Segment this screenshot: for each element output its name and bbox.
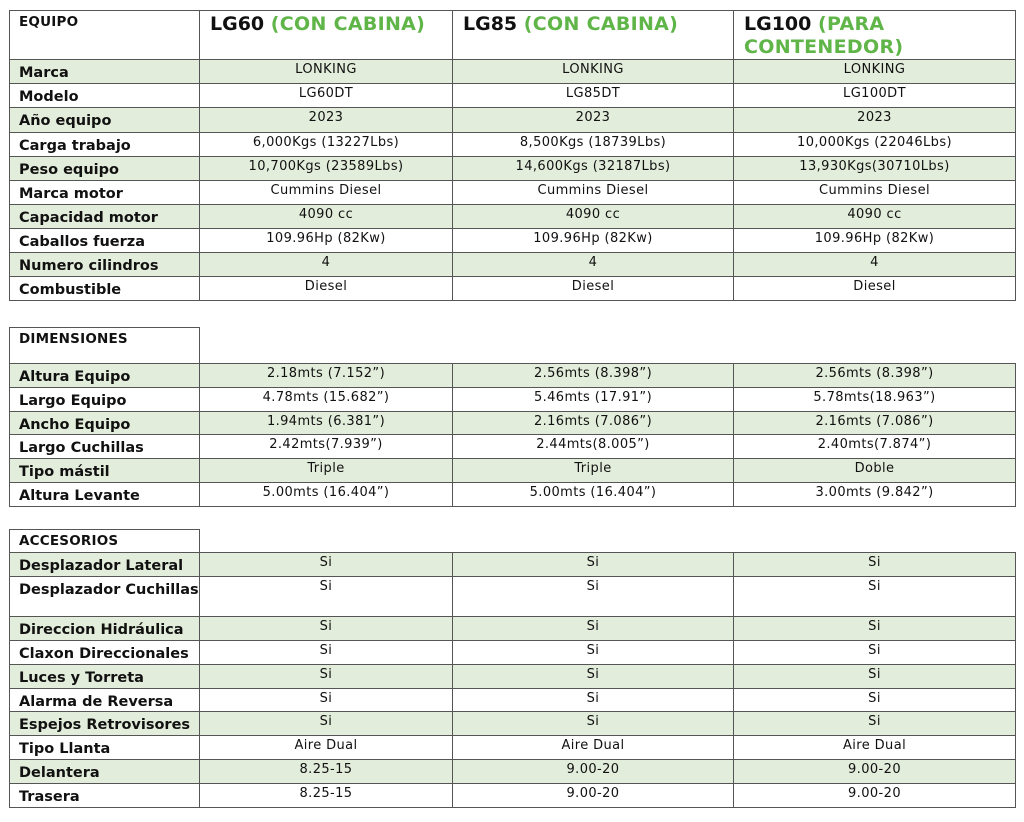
equipo-header: EQUIPO (10, 11, 200, 60)
table-row (10, 388, 1016, 412)
cell-value: Si (453, 577, 734, 617)
cell-value: 10,000Kgs (22046Lbs) (734, 133, 1016, 157)
cell-value: 2023 (453, 108, 734, 133)
cell-value: Si (453, 641, 734, 665)
cell-value: 3.00mts (9.842”) (734, 483, 1016, 507)
cell-value: 2.18mts (7.152”) (200, 364, 453, 388)
model-note: (PARA CONTENEDOR) (744, 13, 904, 58)
table-row (10, 277, 1016, 301)
row-label: Ancho Equipo (10, 412, 200, 435)
cell-value: 4090 cc (734, 205, 1016, 229)
cell-value: 8.25-15 (200, 760, 453, 784)
cell-value: 2.56mts (8.398”) (734, 364, 1016, 388)
cell-value: Doble (734, 459, 1016, 483)
cell-value: Si (200, 689, 453, 712)
dimensiones-body (10, 364, 1016, 507)
row-label: Largo Cuchillas (10, 435, 200, 459)
cell-value: 2.40mts(7.874”) (734, 435, 1016, 459)
dimensiones-header-row (10, 328, 1016, 364)
header-spacer (200, 328, 1016, 364)
cell-value: 9.00-20 (453, 784, 734, 808)
row-label: Largo Equipo (10, 388, 200, 412)
table-row (10, 736, 1016, 760)
cell-value: Si (734, 689, 1016, 712)
accesorios-body (10, 553, 1016, 808)
header-spacer (200, 530, 1016, 553)
row-label: Alarma de Reversa (10, 689, 200, 712)
model-name: LG60 (210, 13, 265, 35)
row-label: Año equipo (10, 108, 200, 133)
cell-value: 2023 (200, 108, 453, 133)
table-row (10, 435, 1016, 459)
model-header-lg85 (453, 11, 734, 60)
row-label: Marca motor (10, 181, 200, 205)
cell-value: 2023 (734, 108, 1016, 133)
cell-value: 5.00mts (16.404”) (200, 483, 453, 507)
equipo-table (9, 10, 1016, 301)
cell-value: Si (453, 617, 734, 641)
table-row (10, 665, 1016, 689)
cell-value: Si (734, 617, 1016, 641)
cell-value: 8,500Kgs (18739Lbs) (453, 133, 734, 157)
cell-value: LG100DT (734, 84, 1016, 108)
table-row (10, 553, 1016, 577)
cell-value: Aire Dual (200, 736, 453, 760)
row-label: Caballos fuerza (10, 229, 200, 253)
cell-value: Si (734, 641, 1016, 665)
cell-value: Cummins Diesel (734, 181, 1016, 205)
table-row (10, 641, 1016, 665)
cell-value: 4090 cc (453, 205, 734, 229)
cell-value: 9.00-20 (453, 760, 734, 784)
table-row (10, 760, 1016, 784)
cell-value: Triple (453, 459, 734, 483)
dimensiones-header: DIMENSIONES (10, 328, 200, 364)
cell-value: 5.78mts(18.963”) (734, 388, 1016, 412)
cell-value: Si (200, 665, 453, 689)
cell-value: Triple (200, 459, 453, 483)
row-label: Peso equipo (10, 157, 200, 181)
cell-value: Si (453, 553, 734, 577)
cell-value: Si (453, 712, 734, 736)
table-row (10, 229, 1016, 253)
accesorios-table (9, 529, 1016, 808)
cell-value: Si (734, 553, 1016, 577)
row-label: Espejos Retrovisores (10, 712, 200, 736)
equipo-body (10, 60, 1016, 301)
table-row (10, 617, 1016, 641)
table-row (10, 253, 1016, 277)
row-label: Carga trabajo (10, 133, 200, 157)
row-label: Altura Levante (10, 483, 200, 507)
cell-value: 5.46mts (17.91”) (453, 388, 734, 412)
table-row (10, 157, 1016, 181)
row-label: Capacidad motor (10, 205, 200, 229)
cell-value: Diesel (453, 277, 734, 301)
dimensiones-table (9, 327, 1016, 507)
accesorios-header-row (10, 530, 1016, 553)
cell-value: 4 (200, 253, 453, 277)
cell-value: 2.42mts(7.939”) (200, 435, 453, 459)
cell-value: 109.96Hp (82Kw) (453, 229, 734, 253)
cell-value: Aire Dual (453, 736, 734, 760)
cell-value: Si (734, 665, 1016, 689)
cell-value: LONKING (453, 60, 734, 84)
table-row (10, 689, 1016, 712)
cell-value: 10,700Kgs (23589Lbs) (200, 157, 453, 181)
accesorios-header: ACCESORIOS (10, 530, 200, 553)
cell-value: LONKING (734, 60, 1016, 84)
cell-value: 2.56mts (8.398”) (453, 364, 734, 388)
cell-value: 4090 cc (200, 205, 453, 229)
cell-value: 2.44mts(8.005”) (453, 435, 734, 459)
cell-value: 4 (453, 253, 734, 277)
cell-value: LG85DT (453, 84, 734, 108)
row-label: Delantera (10, 760, 200, 784)
cell-value: 4 (734, 253, 1016, 277)
cell-value: 9.00-20 (734, 784, 1016, 808)
cell-value: Si (200, 641, 453, 665)
row-label: Modelo (10, 84, 200, 108)
cell-value: Si (453, 665, 734, 689)
row-label: Claxon Direccionales (10, 641, 200, 665)
cell-value: 4.78mts (15.682”) (200, 388, 453, 412)
cell-value: Si (200, 712, 453, 736)
table-row (10, 133, 1016, 157)
table-row (10, 483, 1016, 507)
row-label: Altura Equipo (10, 364, 200, 388)
row-label: Direccion Hidráulica (10, 617, 200, 641)
model-header-lg100 (734, 11, 1016, 60)
table-row (10, 459, 1016, 483)
model-note: (CON CABINA) (523, 13, 679, 35)
row-label: Marca (10, 60, 200, 84)
cell-value: Si (200, 577, 453, 617)
cell-value: 8.25-15 (200, 784, 453, 808)
cell-value: 6,000Kgs (13227Lbs) (200, 133, 453, 157)
cell-value: Cummins Diesel (453, 181, 734, 205)
model-header-lg60 (200, 11, 453, 60)
cell-value: Si (453, 689, 734, 712)
row-label: Desplazador Lateral (10, 553, 200, 577)
row-label: Luces y Torreta (10, 665, 200, 689)
row-label: Trasera (10, 784, 200, 808)
row-label: Tipo Llanta (10, 736, 200, 760)
model-name: LG100 (744, 13, 812, 35)
table-row (10, 412, 1016, 435)
table-row (10, 181, 1016, 205)
cell-value: 2.16mts (7.086”) (453, 412, 734, 435)
table-row (10, 712, 1016, 736)
cell-value: Aire Dual (734, 736, 1016, 760)
table-row (10, 364, 1016, 388)
table-row (10, 60, 1016, 84)
table-row (10, 784, 1016, 808)
equipo-header-row (10, 11, 1016, 60)
cell-value: 109.96Hp (82Kw) (200, 229, 453, 253)
row-label: Desplazador Cuchillas (10, 577, 200, 617)
table-row (10, 205, 1016, 229)
table-row (10, 84, 1016, 108)
table-row (10, 108, 1016, 133)
model-note: (CON CABINA) (270, 13, 426, 35)
cell-value: Diesel (200, 277, 453, 301)
cell-value: 14,600Kgs (32187Lbs) (453, 157, 734, 181)
table-row (10, 577, 1016, 617)
row-label: Combustible (10, 277, 200, 301)
cell-value: 9.00-20 (734, 760, 1016, 784)
cell-value: Si (734, 712, 1016, 736)
cell-value: 13,930Kgs(30710Lbs) (734, 157, 1016, 181)
cell-value: Si (200, 553, 453, 577)
row-label: Tipo mástil (10, 459, 200, 483)
cell-value: Cummins Diesel (200, 181, 453, 205)
cell-value: Si (200, 617, 453, 641)
model-name: LG85 (463, 13, 518, 35)
cell-value: 5.00mts (16.404”) (453, 483, 734, 507)
cell-value: LG60DT (200, 84, 453, 108)
cell-value: Diesel (734, 277, 1016, 301)
row-label: Numero cilindros (10, 253, 200, 277)
cell-value: Si (734, 577, 1016, 617)
cell-value: 1.94mts (6.381”) (200, 412, 453, 435)
cell-value: LONKING (200, 60, 453, 84)
cell-value: 2.16mts (7.086”) (734, 412, 1016, 435)
cell-value: 109.96Hp (82Kw) (734, 229, 1016, 253)
